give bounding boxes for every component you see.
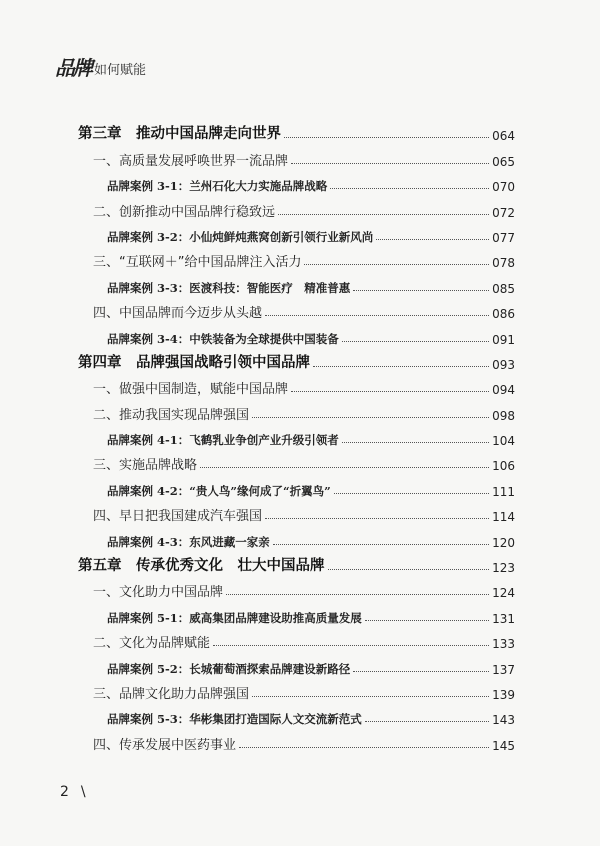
toc-page-number: 106 xyxy=(492,459,515,474)
footer-mark: \ xyxy=(80,784,86,800)
toc-section-row[interactable] xyxy=(78,372,515,397)
toc-page-number: 104 xyxy=(492,434,515,449)
toc-entry-title: 一、文化助力中国品牌 xyxy=(93,585,224,601)
dot-leader xyxy=(334,493,489,494)
toc-section-row[interactable] xyxy=(78,499,515,524)
toc-case-row[interactable] xyxy=(78,169,515,194)
toc-entry-title: 二、文化为品牌赋能 xyxy=(93,636,211,652)
toc-entry-title: 品牌案例 5-2：长城葡萄酒探索品牌建设新路径 xyxy=(107,661,351,676)
dot-leader xyxy=(304,264,489,265)
toc-entry-title: 一、做强中国制造，赋能中国品牌 xyxy=(93,382,289,398)
dot-leader xyxy=(252,696,489,697)
dot-leader xyxy=(291,163,489,164)
dot-leader xyxy=(365,721,489,722)
toc-page-number: 137 xyxy=(492,662,515,677)
toc-section-row[interactable] xyxy=(78,575,515,600)
dot-leader xyxy=(342,442,489,443)
toc-page-number: 133 xyxy=(492,637,515,652)
dot-leader xyxy=(252,417,489,418)
toc-entry-title: 三、“互联网＋”给中国品牌注入活力 xyxy=(93,255,302,271)
toc-chapter-row[interactable] xyxy=(78,118,515,143)
dot-leader xyxy=(278,214,489,215)
toc-entry-title: 三、品牌文化助力品牌强国 xyxy=(93,686,250,702)
dot-leader xyxy=(365,620,489,621)
dot-leader xyxy=(273,544,489,545)
toc-section-row[interactable] xyxy=(78,245,515,270)
toc-entry-title: 二、推动我国实现品牌强国 xyxy=(93,407,250,423)
dot-leader xyxy=(376,239,489,240)
toc-page-number: 120 xyxy=(492,535,515,550)
toc-case-row[interactable] xyxy=(78,220,515,245)
toc-entry-title: 品牌案例 3-4：中铁装备为全球提供中国装备 xyxy=(107,331,339,346)
toc-page-number: 072 xyxy=(492,205,515,220)
running-header xyxy=(55,58,146,78)
toc-page-number: 098 xyxy=(492,408,515,423)
toc-page-number: 094 xyxy=(492,383,515,398)
toc-case-row[interactable] xyxy=(78,423,515,448)
page-number: 2 xyxy=(60,784,69,800)
toc-case-row[interactable] xyxy=(78,473,515,498)
toc-page-number: 093 xyxy=(492,357,515,372)
toc-entry-title: 品牌案例 4-3：东风进藏一家亲 xyxy=(107,534,270,549)
toc-page-number: 131 xyxy=(492,611,515,626)
toc-case-row[interactable] xyxy=(78,524,515,549)
page-footer xyxy=(60,784,86,800)
toc-section-row[interactable] xyxy=(78,143,515,168)
toc-entry-title: 第四章 品牌强国战略引领中国品牌 xyxy=(78,354,310,371)
toc-section-row[interactable] xyxy=(78,677,515,702)
toc-page-number: 070 xyxy=(492,180,515,195)
toc-page-number: 145 xyxy=(492,738,515,753)
toc-case-row[interactable] xyxy=(78,702,515,727)
toc-section-row[interactable] xyxy=(78,194,515,219)
dot-leader xyxy=(342,341,489,342)
toc-entry-title: 品牌案例 3-2：小仙炖鲜炖燕窝创新引领行业新风尚 xyxy=(107,229,374,244)
dot-leader xyxy=(313,366,489,367)
toc-entry-title: 品牌案例 4-1：飞鹤乳业争创产业升级引领者 xyxy=(107,433,339,448)
toc-case-row[interactable] xyxy=(78,651,515,676)
toc-page-number: 064 xyxy=(492,129,515,144)
dot-leader xyxy=(353,671,489,672)
toc-page-number: 077 xyxy=(492,230,515,245)
dot-leader xyxy=(226,594,489,595)
table-of-contents xyxy=(78,118,515,753)
toc-page-number: 065 xyxy=(492,154,515,169)
toc-page-number: 143 xyxy=(492,713,515,728)
toc-page-number: 086 xyxy=(492,307,515,322)
toc-section-row[interactable] xyxy=(78,296,515,321)
toc-section-row[interactable] xyxy=(78,727,515,752)
toc-entry-title: 品牌案例 3-3：医渡科技：智能医疗 精准普惠 xyxy=(107,280,351,295)
toc-page-number: 111 xyxy=(492,484,515,499)
dot-leader xyxy=(284,137,489,138)
toc-case-row[interactable] xyxy=(78,600,515,625)
toc-entry-title: 四、传承发展中医药事业 xyxy=(93,737,237,753)
toc-entry-title: 品牌案例 4-2：“贵人鸟”缘何成了“折翼鸟” xyxy=(107,483,331,498)
dot-leader xyxy=(291,391,489,392)
toc-chapter-row[interactable] xyxy=(78,347,515,372)
toc-section-row[interactable] xyxy=(78,397,515,422)
toc-page-number: 078 xyxy=(492,256,515,271)
toc-chapter-row[interactable] xyxy=(78,550,515,575)
toc-section-row[interactable] xyxy=(78,626,515,651)
toc-case-row[interactable] xyxy=(78,321,515,346)
toc-page-number: 139 xyxy=(492,687,515,702)
dot-leader xyxy=(353,290,489,291)
toc-entry-title: 四、中国品牌而今迈步从头越 xyxy=(93,306,263,322)
toc-entry-title: 四、早日把我国建成汽车强国 xyxy=(93,509,263,525)
toc-page-number: 124 xyxy=(492,586,515,601)
dot-leader xyxy=(200,467,489,468)
toc-entry-title: 三、实施品牌战略 xyxy=(93,458,198,474)
brand-logo: 品牌 xyxy=(55,56,91,80)
toc-page-number: 085 xyxy=(492,281,515,296)
toc-entry-title: 二、创新推动中国品牌行稳致远 xyxy=(93,204,276,220)
header-title: 如何赋能 xyxy=(94,63,147,78)
toc-entry-title: 品牌案例 5-3：华彬集团打造国际人文交流新范式 xyxy=(107,712,362,727)
toc-case-row[interactable] xyxy=(78,270,515,295)
dot-leader xyxy=(330,188,489,189)
dot-leader xyxy=(265,315,489,316)
dot-leader xyxy=(239,747,489,748)
toc-page-number: 091 xyxy=(492,332,515,347)
toc-entry-title: 第五章 传承优秀文化 壮大中国品牌 xyxy=(78,558,325,575)
toc-entry-title: 一、高质量发展呼唤世界一流品牌 xyxy=(93,153,289,169)
toc-page-number: 123 xyxy=(492,561,515,576)
dot-leader xyxy=(265,518,489,519)
toc-entry-title: 品牌案例 3-1：兰州石化大力实施品牌战略 xyxy=(107,179,328,194)
toc-entry-title: 第三章 推动中国品牌走向世界 xyxy=(78,126,281,143)
dot-leader xyxy=(328,569,490,570)
toc-page-number: 114 xyxy=(492,510,515,525)
toc-section-row[interactable] xyxy=(78,448,515,473)
toc-entry-title: 品牌案例 5-1：威高集团品牌建设助推高质量发展 xyxy=(107,610,362,625)
dot-leader xyxy=(213,645,489,646)
